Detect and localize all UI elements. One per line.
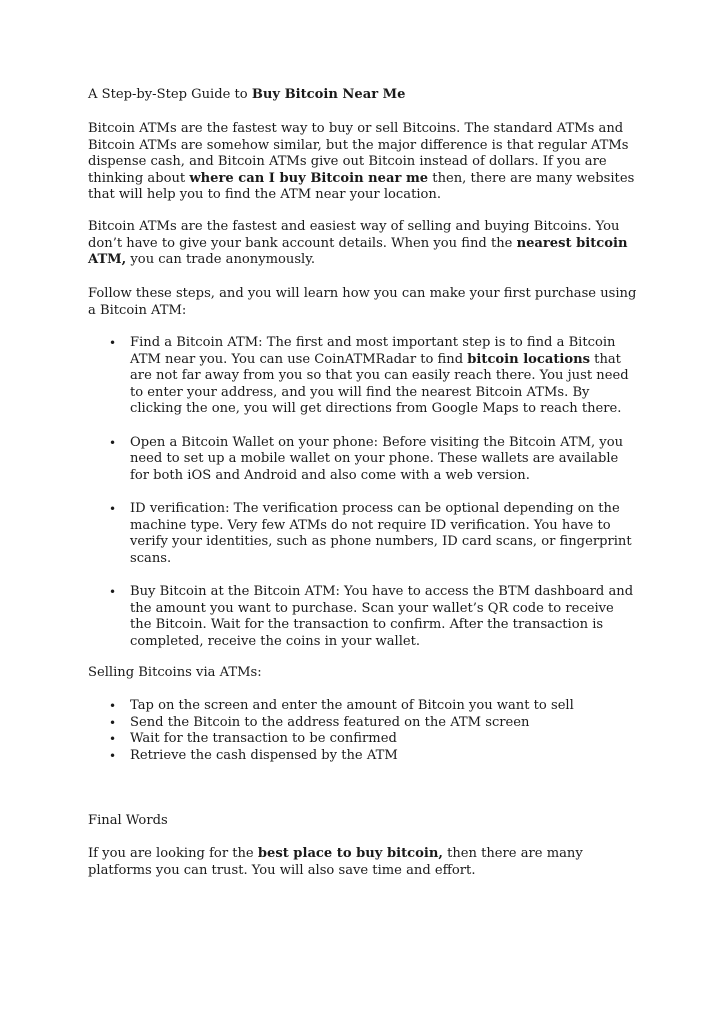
page-title: A Step-by-Step Guide to Buy Bitcoin Near Me	[88, 87, 406, 102]
purchase-steps-list	[88, 335, 638, 667]
list-item: • Find a Bitcoin ATM: The first and most important step is to find a Bitcoin ATM near you. You can use CoinATMRadar to find bitcoin locations that are not far away from you so that you can easily reach there. You just need to enter your address, and you will find the nearest Bitcoin ATMs. By clicking the one, you will get directions from Google Maps to reach there.	[88, 335, 638, 418]
anonymity-paragraph: Bitcoin ATMs are the fastest and easiest way of selling and buying Bitcoins. You don’t have to give your bank account details. When you find the nearest bitcoin ATM, you can trade anonymously.	[88, 219, 628, 268]
list-item: • Retrieve the cash dispensed by the ATM	[88, 748, 638, 765]
list-item: • Wait for the transaction to be confirmed	[88, 731, 638, 748]
list-item: • Send the Bitcoin to the address featured on the ATM screen	[88, 715, 638, 732]
intro-paragraph: Bitcoin ATMs are the fastest way to buy or sell Bitcoins. The standard ATMs and Bitcoin ATMs are somehow similar, but the major difference is that regular ATMs dispense cash, and Bitcoin ATMs give out Bitcoin instead of dollars. If you are thinking about where can I buy Bitcoin near me then, there are many websites that will help you to find the ATM near your location.	[88, 121, 635, 203]
final-paragraph: If you are looking for the best place to buy bitcoin, then there are many platforms you can trust. You will also save time and effort.	[88, 846, 583, 878]
bold-phrase: bitcoin locations	[467, 351, 591, 367]
list-item: • ID verification: The verification process can be optional depending on the machine type. Very few ATMs do not require ID verification. You have to verify your identities, such as phone numbers, ID card scans, or fingerprint scans.	[88, 501, 638, 567]
final-words-heading: Final Words	[88, 813, 168, 828]
bold-phrase: nearest bitcoin ATM,	[88, 235, 628, 268]
list-item: • Open a Bitcoin Wallet on your phone: Before visiting the Bitcoin ATM, you need to set up a mobile wallet on your phone. These wallets are available for both iOS and Android and also come with a web version.	[88, 435, 638, 485]
selling-steps-list	[88, 698, 638, 764]
selling-heading: Selling Bitcoins via ATMs:	[88, 665, 262, 680]
steps-intro-paragraph: Follow these steps, and you will learn how you can make your first purchase using a Bitcoin ATM:	[88, 286, 637, 318]
list-item: • Buy Bitcoin at the Bitcoin ATM: You have to access the BTM dashboard and the amount you want to purchase. Scan your wallet’s QR code to receive the Bitcoin. Wait for the transaction to confirm. After the transaction is completed, receive the coins in your wallet.	[88, 584, 638, 650]
bold-phrase: where can I buy Bitcoin near me	[189, 170, 429, 186]
title-bold: Buy Bitcoin Near Me	[251, 87, 406, 102]
list-item: • Tap on the screen and enter the amount of Bitcoin you want to sell	[88, 698, 638, 715]
bold-phrase: best place to buy bitcoin,	[257, 846, 443, 861]
